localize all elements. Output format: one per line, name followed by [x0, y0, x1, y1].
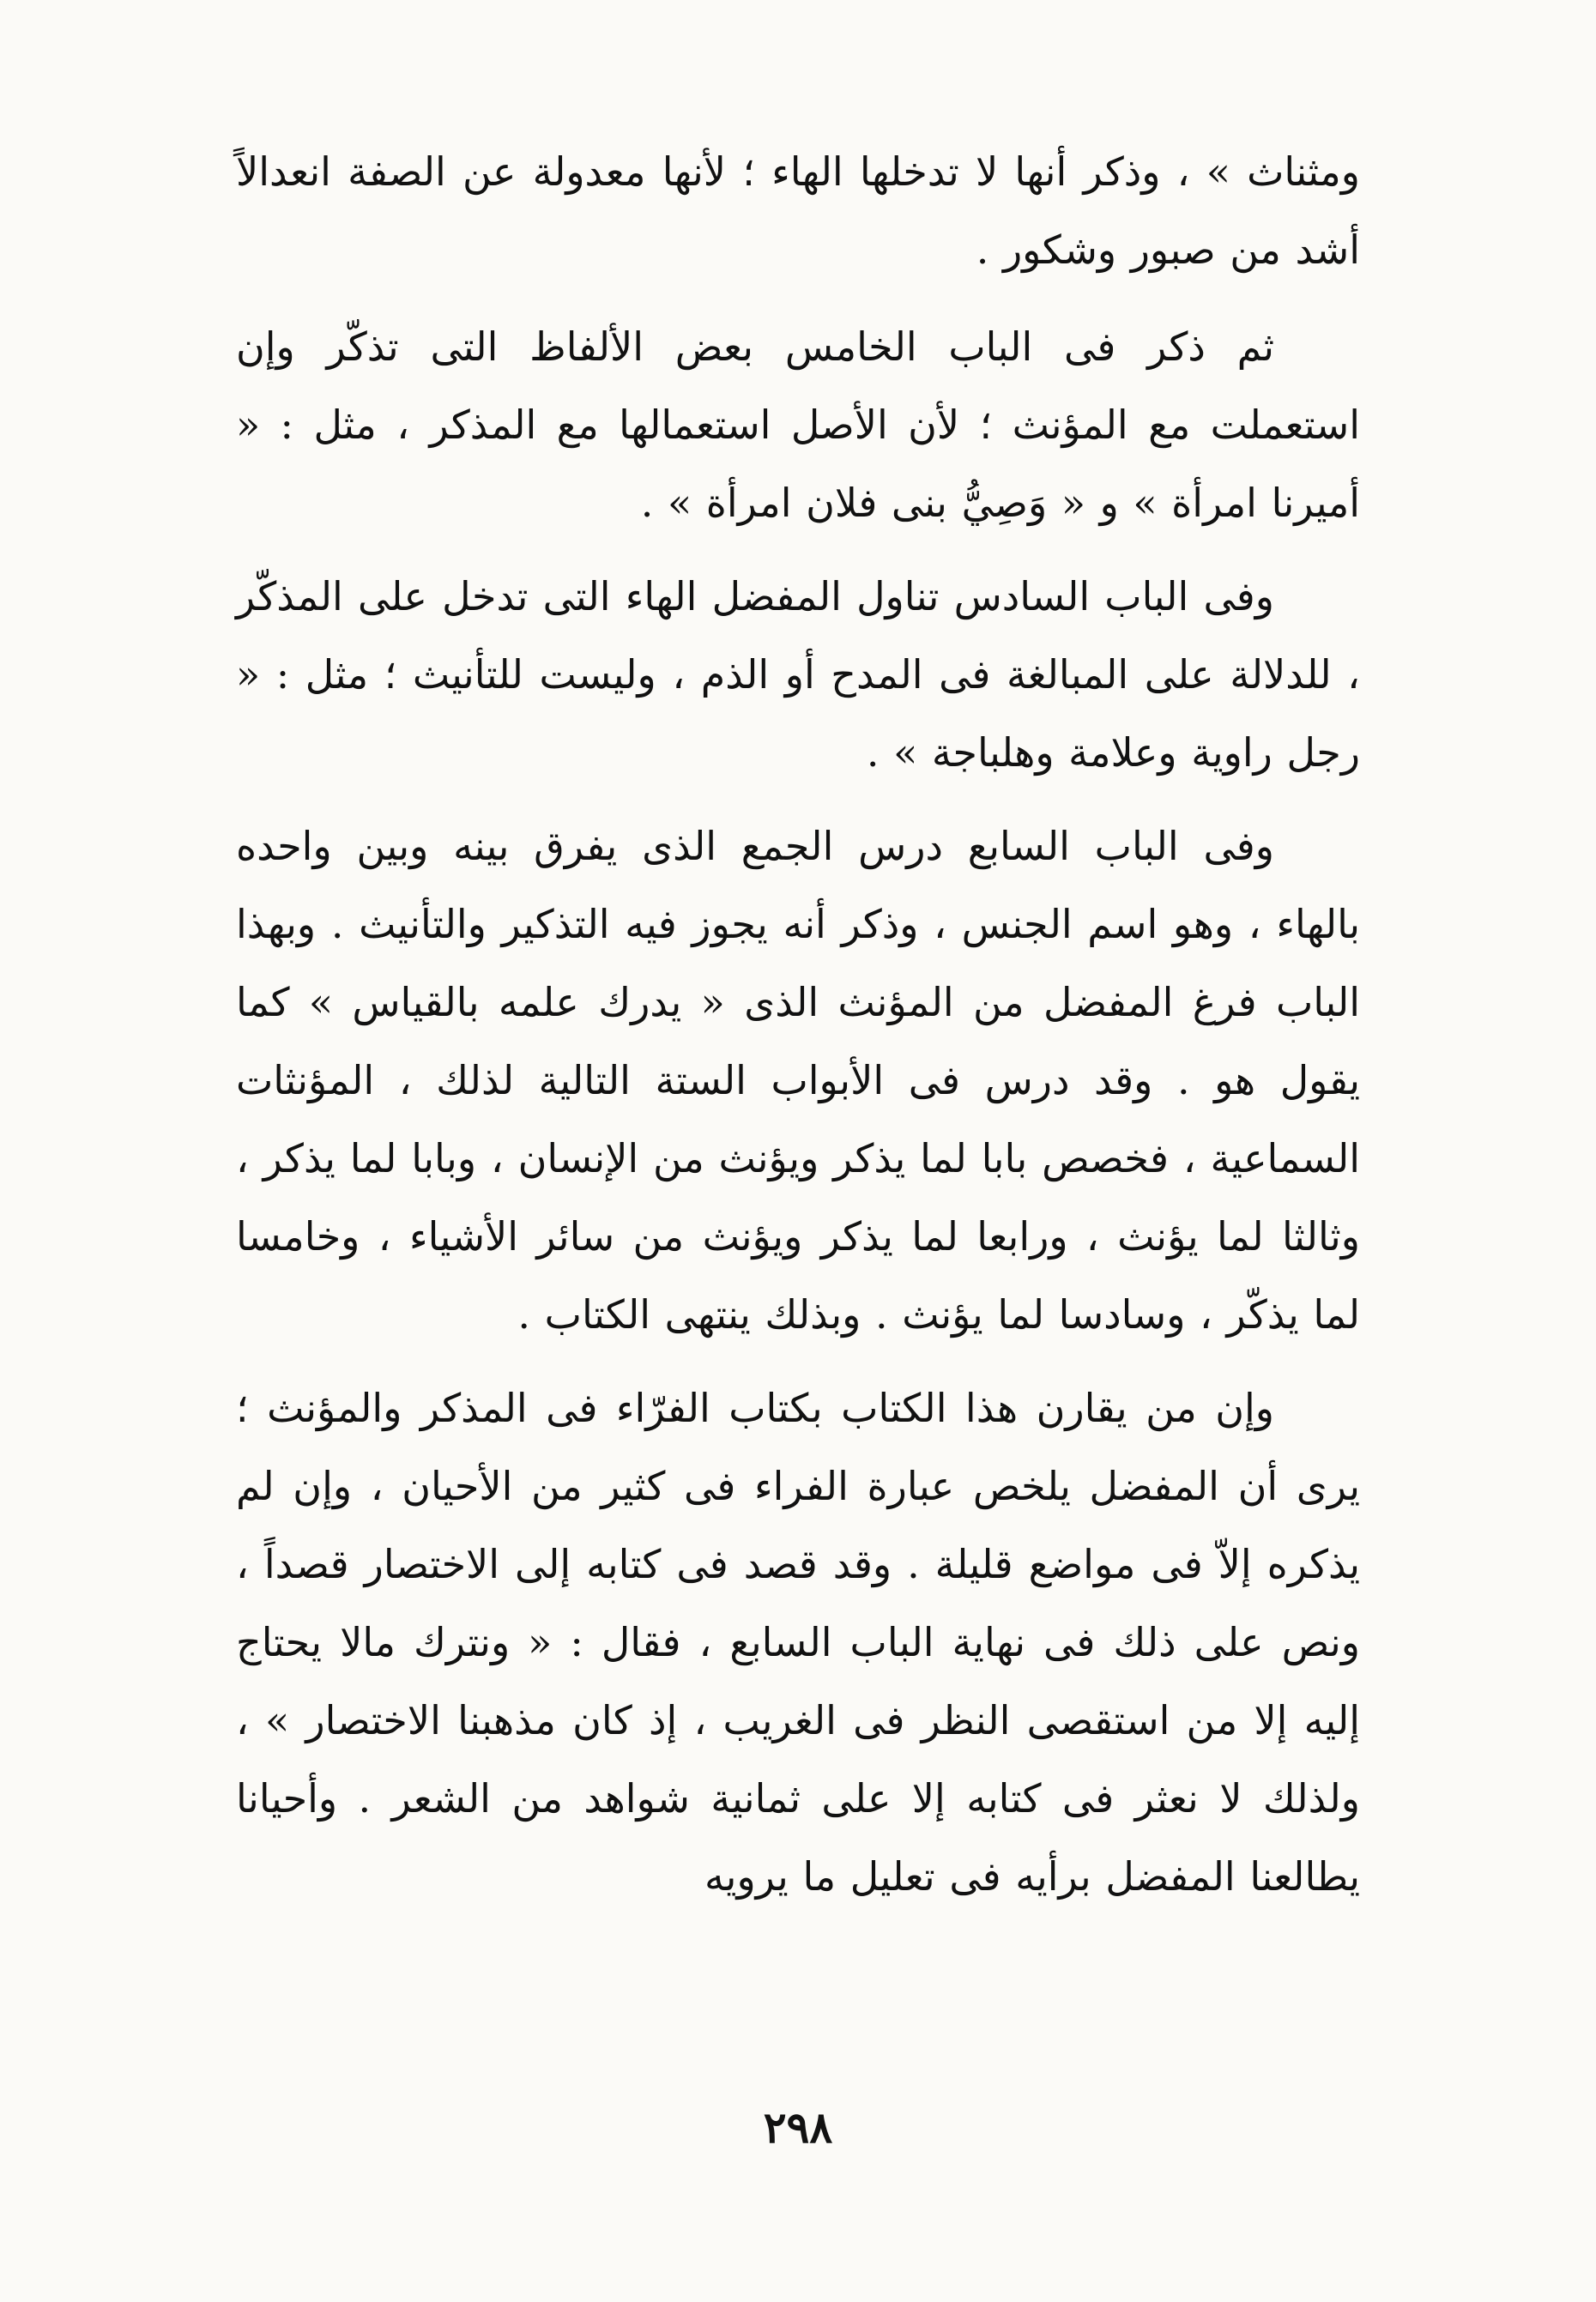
- paragraph-4: وفى الباب السابع درس الجمع الذى يفرق بينه وبين واحده بالهاء ، وهو اسم الجنس ، وذكر أنه يجوز فيه التذكير والتأنيث . وبهذا الباب فرغ المفضل من المؤنث الذى « يدرك علمه بالقياس » كما يقول هو . وقد درس فى الأبواب الستة التالية لذلك ، المؤنثات السماعية ، فخصص بابا لما يذكر ويؤنث من الإنسان ، وبابا لما يذكر ، وثالثا لما يؤنث ، ورابعا لما يذكر ويؤنث من سائر الأشياء ، وخامسا لما يذكّر ، وسادسا لما يؤنث . وبذلك ينتهى الكتاب .: [236, 823, 1360, 1338]
- paragraph-2: ثم ذكر فى الباب الخامس بعض الألفاظ التى تذكّر وإن استعملت مع المؤنث ؛ لأن الأصل استعمالها مع المذكر ، مثل : « أميرنا امرأة » و « وَصِيُّ بنى فلان امرأة » .: [236, 323, 1360, 526]
- paragraph-5: وإن من يقارن هذا الكتاب بكتاب الفرّاء فى المذكر والمؤنث ؛ يرى أن المفضل يلخص عبارة الفراء فى كثير من الأحيان ، وإن لم يذكره إلاّ فى مواضع قليلة . وقد قصد فى كتابه إلى الاختصار قصداً ، ونص على ذلك فى نهاية الباب السابع ، فقال : « ونترك مالا يحتاج إليه إلا من استقصى النظر فى الغريب ، إذ كان مذهبنا الاختصار » ، ولذلك لا نعثر فى كتابه إلا على ثمانية شواهد من الشعر . وأحيانا يطالعنا المفضل برأيه فى تعليل ما يرويه: [236, 1385, 1360, 1900]
- page-number: ٢٩٨: [763, 2102, 833, 2153]
- paragraph-3: وفى الباب السادس تناول المفضل الهاء التى تدخل على المذكّر ، للدلالة على المبالغة فى المدح أو الذم ، وليست للتأنيث ؛ مثل : « رجل راوية وعلامة وهلباجة » .: [236, 573, 1360, 776]
- body-text: [236, 133, 1360, 1931]
- paragraph-1: ومثناث » ، وذكر أنها لا تدخلها الهاء ؛ لأنها معدولة عن الصفة انعدالاً أشد من صبور وشكور .: [236, 148, 1361, 273]
